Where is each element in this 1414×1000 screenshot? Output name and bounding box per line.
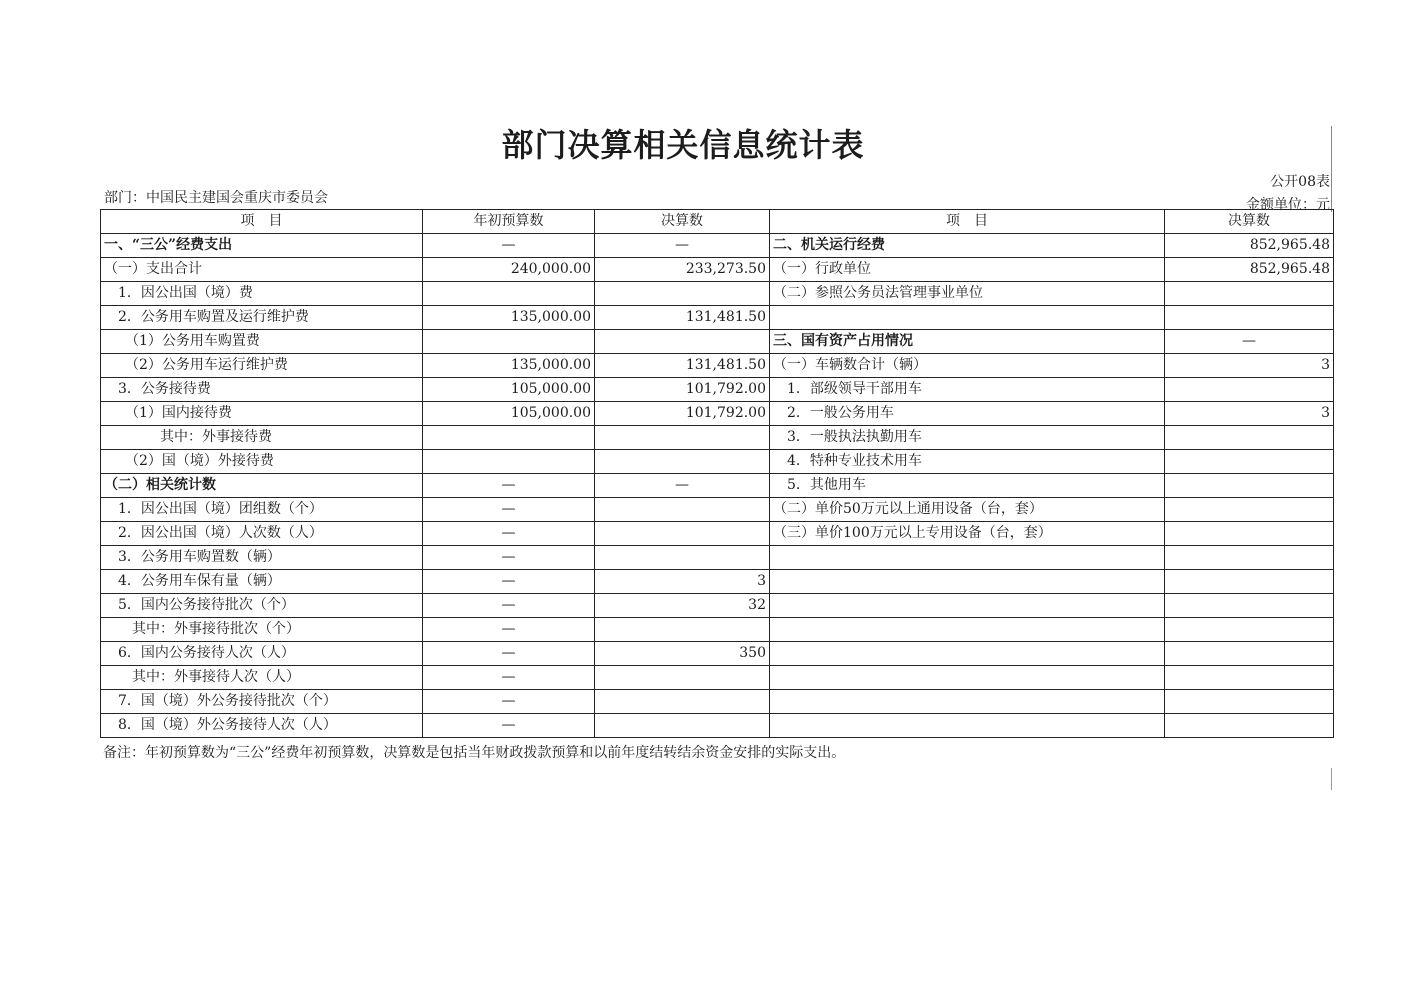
row-item-label: 8．国（境）外公务接待人次（人）: [101, 714, 423, 738]
row-final-value-right: [1165, 594, 1334, 618]
row-final-value-right: [1165, 474, 1334, 498]
row-item-label-right: [770, 546, 1165, 570]
row-item-label: （二）相关统计数: [101, 474, 423, 498]
table-row: [101, 450, 1334, 474]
row-final-value: [595, 330, 770, 354]
row-item-label-right: （三）单价100万元以上专用设备（台，套）: [770, 522, 1165, 546]
row-final-value-right: [1165, 546, 1334, 570]
form-number: 公开08表: [1270, 174, 1330, 190]
row-item-label-right: 5．其他用车: [770, 474, 1165, 498]
row-budget-value: —: [423, 522, 595, 546]
row-item-label-right: 4．特种专业技术用车: [770, 450, 1165, 474]
row-item-label-right: [770, 618, 1165, 642]
row-item-label: （2）国（境）外接待费: [101, 450, 423, 474]
table-row: [101, 258, 1334, 282]
table-row: [101, 306, 1334, 330]
table-row: [101, 594, 1334, 618]
row-budget-value: —: [423, 690, 595, 714]
table-row: [101, 570, 1334, 594]
row-item-label-right: 1．部级领导干部用车: [770, 378, 1165, 402]
row-item-label-right: （二）单价50万元以上通用设备（台，套）: [770, 498, 1165, 522]
row-final-value-right: 3: [1165, 402, 1334, 426]
table-header-row: [101, 210, 1334, 234]
row-final-value-right: [1165, 714, 1334, 738]
row-item-label: 其中：外事接待批次（个）: [101, 618, 423, 642]
row-budget-value: 105,000.00: [423, 378, 595, 402]
table-row: [101, 426, 1334, 450]
row-final-value: [595, 666, 770, 690]
department-label: 部门：中国民主建国会重庆市委员会: [104, 190, 328, 206]
table-row: [101, 402, 1334, 426]
row-final-value-right: [1165, 378, 1334, 402]
row-final-value: [595, 498, 770, 522]
row-item-label-right: 二、机关运行经费: [770, 234, 1165, 258]
table-row: [101, 642, 1334, 666]
row-final-value: 101,792.00: [595, 378, 770, 402]
table-row: [101, 618, 1334, 642]
row-item-label-right: [770, 666, 1165, 690]
row-budget-value: 135,000.00: [423, 354, 595, 378]
row-item-label: 6．国内公务接待人次（人）: [101, 642, 423, 666]
table-row: [101, 282, 1334, 306]
table-row: [101, 522, 1334, 546]
row-budget-value: —: [423, 666, 595, 690]
row-budget-value: 105,000.00: [423, 402, 595, 426]
footnote: 备注：年初预算数为“三公”经费年初预算数，决算数是包括当年财政拨款预算和以前年度结转结余资金安排的实际支出。: [103, 745, 846, 761]
row-budget-value: [423, 426, 595, 450]
row-final-value: [595, 450, 770, 474]
row-budget-value: —: [423, 618, 595, 642]
table-row: [101, 498, 1334, 522]
row-budget-value: [423, 330, 595, 354]
row-item-label-right: [770, 594, 1165, 618]
row-item-label: 其中：外事接待人次（人）: [101, 666, 423, 690]
row-budget-value: —: [423, 594, 595, 618]
row-item-label: 3．公务用车购置数（辆）: [101, 546, 423, 570]
table-row: [101, 378, 1334, 402]
row-final-value: —: [595, 234, 770, 258]
row-final-value-right: [1165, 282, 1334, 306]
table-row: [101, 690, 1334, 714]
table-row: [101, 354, 1334, 378]
row-final-value-right: [1165, 426, 1334, 450]
row-budget-value: —: [423, 234, 595, 258]
row-final-value-right: [1165, 642, 1334, 666]
row-budget-value: —: [423, 498, 595, 522]
row-budget-value: —: [423, 570, 595, 594]
row-item-label: 7．国（境）外公务接待批次（个）: [101, 690, 423, 714]
row-budget-value: —: [423, 546, 595, 570]
row-final-value: 32: [595, 594, 770, 618]
row-item-label-right: （一）车辆数合计（辆）: [770, 354, 1165, 378]
row-budget-value: —: [423, 642, 595, 666]
row-item-label-right: （一）行政单位: [770, 258, 1165, 282]
table-row: [101, 546, 1334, 570]
row-item-label: 其中：外事接待费: [101, 426, 423, 450]
row-item-label-right: [770, 306, 1165, 330]
row-item-label: （1）国内接待费: [101, 402, 423, 426]
scan-edge-line: [1331, 768, 1332, 790]
row-item-label: 5．国内公务接待批次（个）: [101, 594, 423, 618]
row-item-label-right: [770, 714, 1165, 738]
row-item-label: 4．公务用车保有量（辆）: [101, 570, 423, 594]
row-final-value-right: —: [1165, 330, 1334, 354]
scan-edge-line: [1331, 126, 1332, 212]
row-final-value-right: 3: [1165, 354, 1334, 378]
row-budget-value: 240,000.00: [423, 258, 595, 282]
row-final-value-right: [1165, 450, 1334, 474]
row-item-label-right: 2．一般公务用车: [770, 402, 1165, 426]
table-row: [101, 330, 1334, 354]
row-final-value-right: [1165, 690, 1334, 714]
table-row: [101, 234, 1334, 258]
row-final-value: [595, 522, 770, 546]
row-item-label: 2．公务用车购置及运行维护费: [101, 306, 423, 330]
row-item-label: （一）支出合计: [101, 258, 423, 282]
row-final-value-right: 852,965.48: [1165, 258, 1334, 282]
row-item-label: （1）公务用车购置费: [101, 330, 423, 354]
row-final-value: [595, 546, 770, 570]
row-final-value-right: [1165, 306, 1334, 330]
row-item-label: （2）公务用车运行维护费: [101, 354, 423, 378]
row-final-value: 131,481.50: [595, 354, 770, 378]
row-final-value: [595, 714, 770, 738]
row-budget-value: —: [423, 474, 595, 498]
row-item-label-right: [770, 570, 1165, 594]
row-final-value-right: 852,965.48: [1165, 234, 1334, 258]
row-budget-value: —: [423, 714, 595, 738]
row-item-label: 1．因公出国（境）团组数（个）: [101, 498, 423, 522]
row-final-value-right: [1165, 618, 1334, 642]
header-item: 项 目: [101, 210, 423, 234]
amount-unit: 金额单位：元: [1246, 197, 1330, 213]
row-final-value: 131,481.50: [595, 306, 770, 330]
row-final-value-right: [1165, 666, 1334, 690]
row-budget-value: [423, 282, 595, 306]
row-item-label-right: 3．一般执法执勤用车: [770, 426, 1165, 450]
row-final-value: [595, 282, 770, 306]
row-final-value: [595, 618, 770, 642]
header-final: 决算数: [595, 210, 770, 234]
row-item-label-right: [770, 690, 1165, 714]
header-final-right: 决算数: [1165, 210, 1334, 234]
row-budget-value: 135,000.00: [423, 306, 595, 330]
row-item-label: 一、“三公”经费支出: [101, 234, 423, 258]
row-item-label: 1．因公出国（境）费: [101, 282, 423, 306]
row-final-value-right: [1165, 498, 1334, 522]
row-item-label: 2．因公出国（境）人次数（人）: [101, 522, 423, 546]
row-final-value: [595, 426, 770, 450]
header-budget: 年初预算数: [423, 210, 595, 234]
row-budget-value: [423, 450, 595, 474]
row-final-value-right: [1165, 570, 1334, 594]
row-final-value-right: [1165, 522, 1334, 546]
row-item-label-right: 三、国有资产占用情况: [770, 330, 1165, 354]
page-title: 部门决算相关信息统计表: [501, 126, 865, 164]
row-final-value: 101,792.00: [595, 402, 770, 426]
table-row: [101, 666, 1334, 690]
row-final-value: 3: [595, 570, 770, 594]
row-item-label: 3．公务接待费: [101, 378, 423, 402]
header-item-right: 项 目: [770, 210, 1165, 234]
table-row: [101, 474, 1334, 498]
table-row: [101, 714, 1334, 738]
row-final-value: 350: [595, 642, 770, 666]
row-item-label-right: [770, 642, 1165, 666]
statistics-table: [100, 209, 1334, 738]
row-final-value: 233,273.50: [595, 258, 770, 282]
row-final-value: —: [595, 474, 770, 498]
row-final-value: [595, 690, 770, 714]
row-item-label-right: （二）参照公务员法管理事业单位: [770, 282, 1165, 306]
